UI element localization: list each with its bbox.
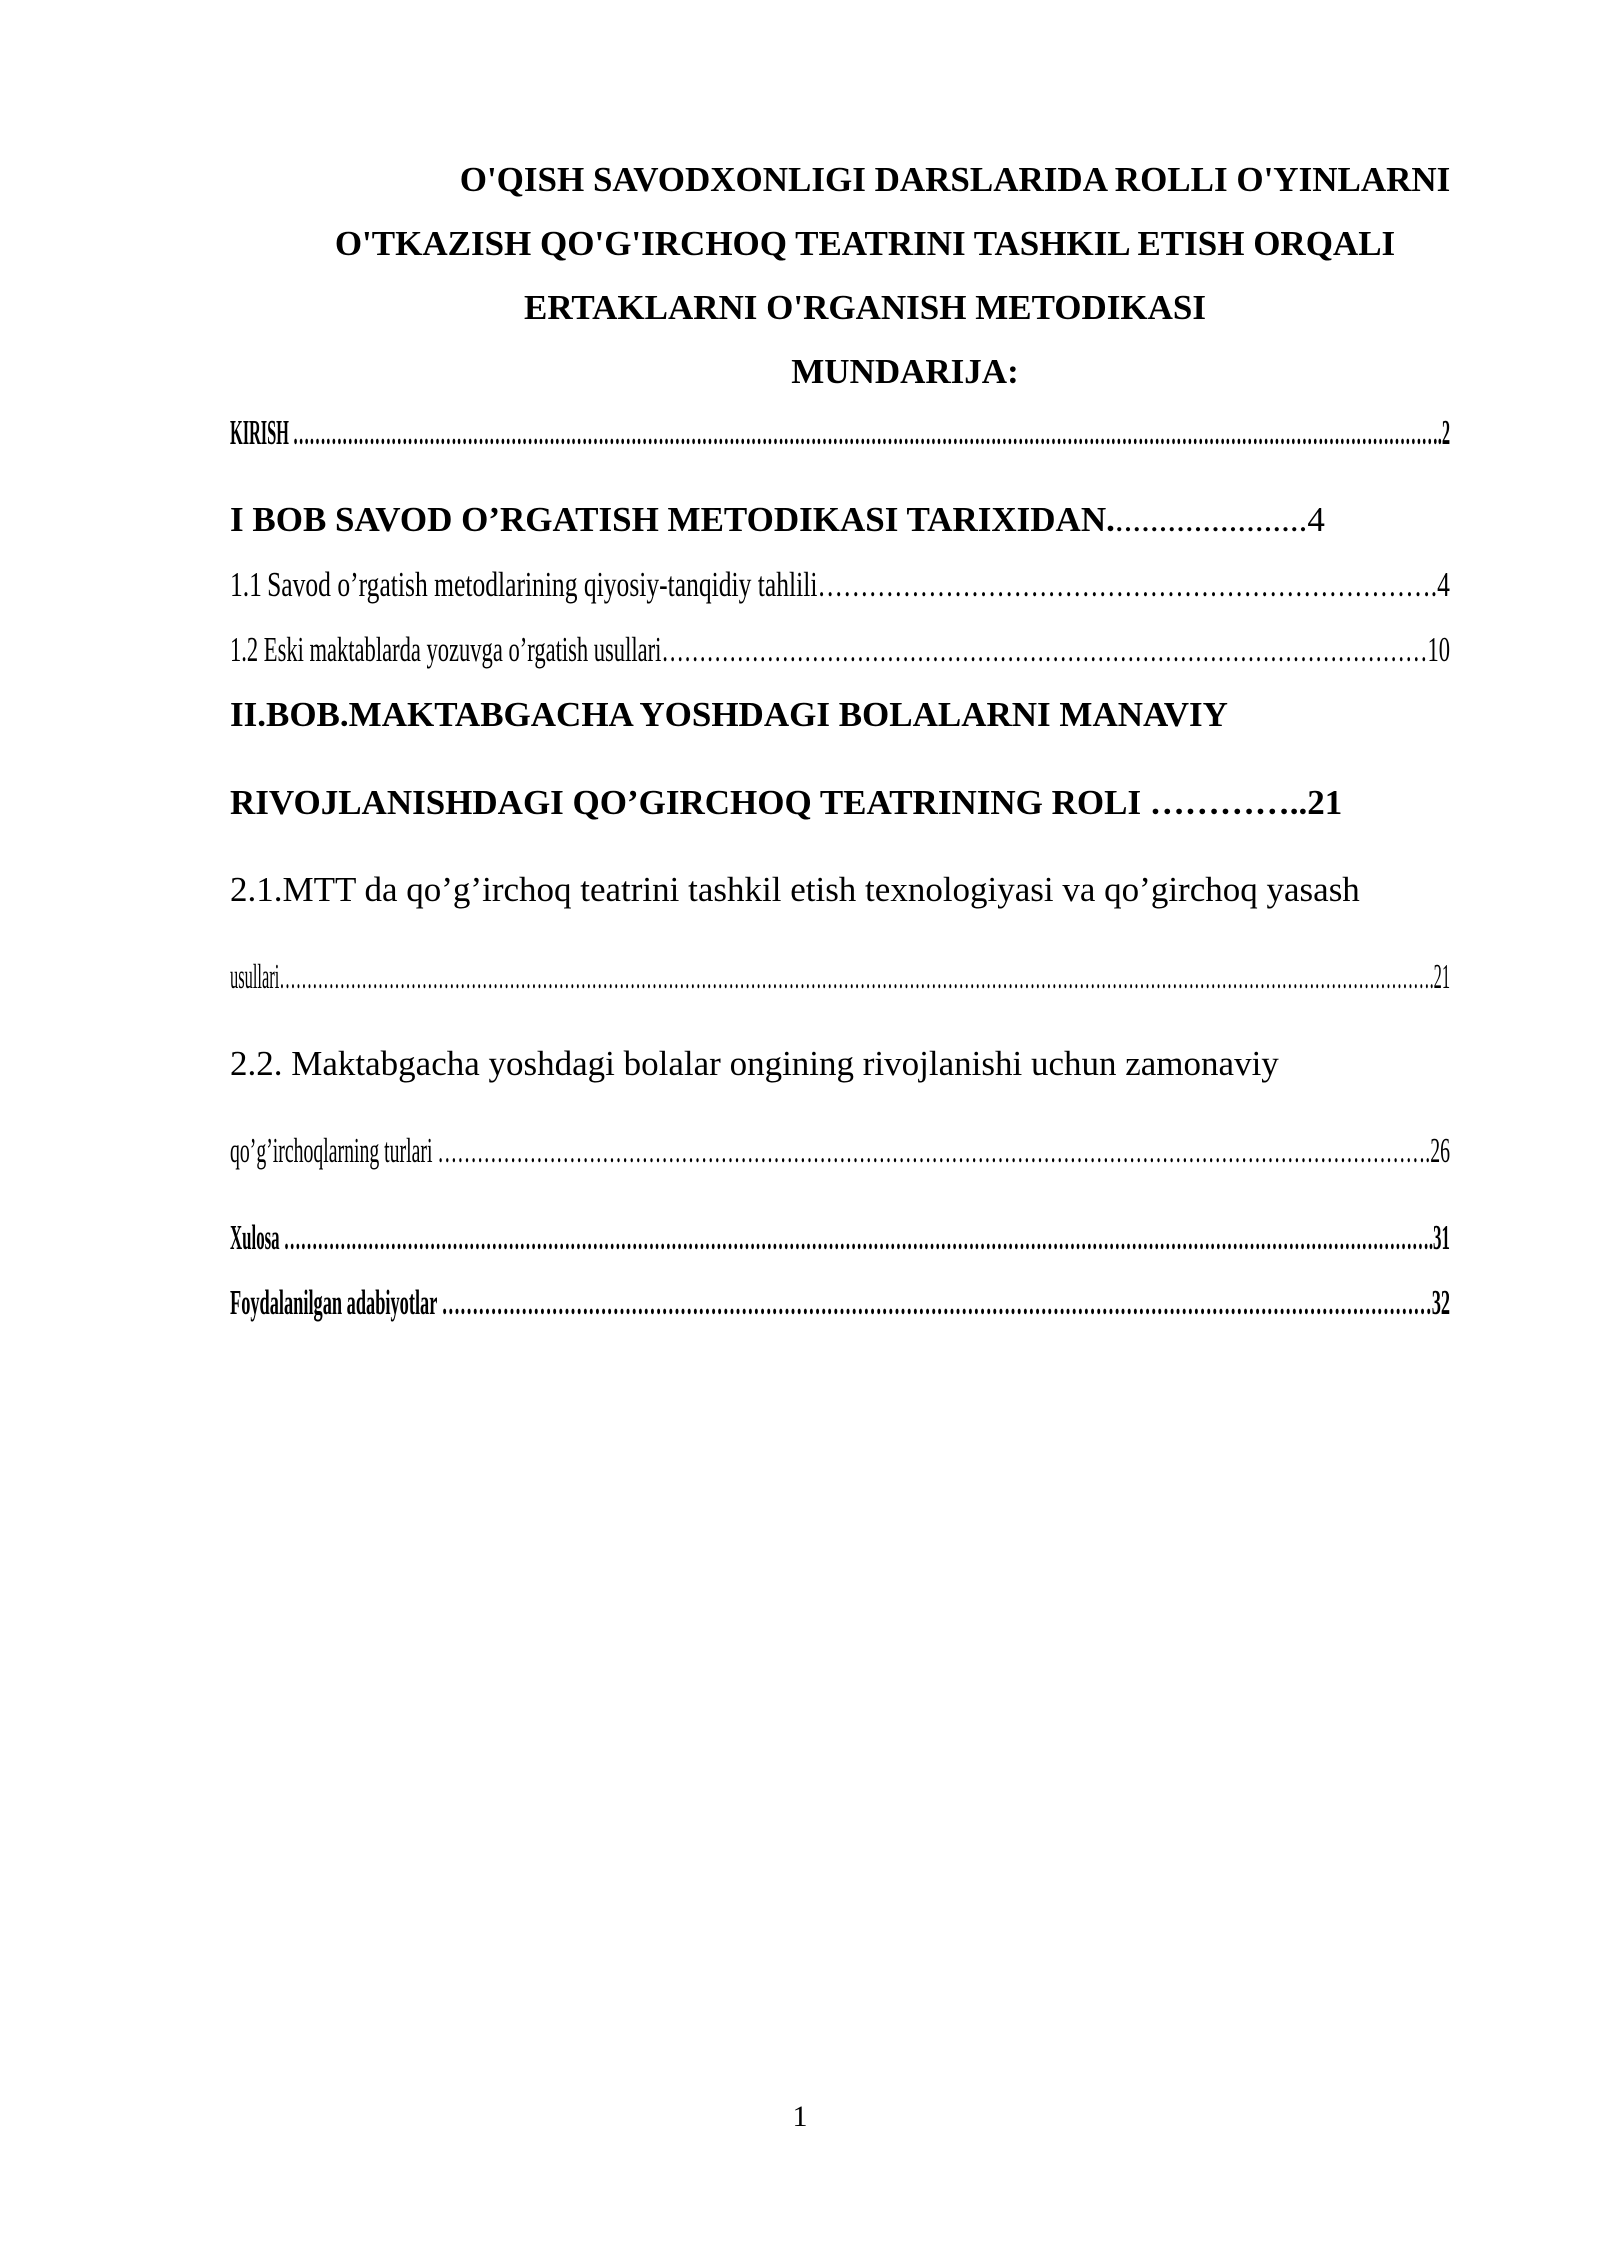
contents-heading: MUNDARIJA:: [791, 352, 1019, 391]
toc-entry-bob1: [230, 498, 1325, 542]
toc-entry-2-1-line-2: [230, 955, 1450, 999]
page-number: 1: [792, 2100, 808, 2133]
toc-entry-text: 1.2 Eski maktablarda yozuvga o’rgatish usullari…………………………………………………………………………………………10: [230, 630, 1451, 669]
toc-entry-leader: ......................4: [1114, 500, 1325, 539]
toc-entry-text: 2.2. Maktabgacha yoshdagi bolalar ongining rivojlanishi uchun zamonaviy: [230, 1044, 1279, 1083]
toc-entry-text: Xulosa …………………………………………………………………………………………………………………………………………………………………………………….31: [230, 1218, 1450, 1257]
toc-entry-2-2-line-2: [230, 1129, 1450, 1173]
title-line-1: O'QISH SAVODXONLIGI DARSLARIDA ROLLI O'YINLARNI: [459, 160, 1451, 199]
toc-entry-text: usullari………………………………………………………………………………………………………………………………………………………………………………………….21: [230, 957, 1451, 996]
toc-entry-bob2-line-2: [230, 781, 1342, 825]
toc-entry-text: II.BOB.MAKTABGACHA YOSHDAGI BOLALARNI MANAVIY: [230, 695, 1228, 734]
toc-entry-1-2: [230, 628, 1450, 672]
toc-entry-text: qo’g’irchoqlarning turlari …………………………………………………………………………………………………………………………………….26: [230, 1131, 1450, 1170]
toc-entry-kirish: [230, 411, 1450, 455]
toc-entry-2-2-line-1: [230, 1042, 1279, 1086]
toc-entry-1-1: [230, 563, 1450, 607]
toc-entry-text: Foydalanilgan adabiyotlar ………………………………………………………………………………………………………………………………………………32: [230, 1283, 1451, 1322]
toc-entry-text: RIVOJLANISHDAGI QO’GIRCHOQ TEATRINING ROLI …………..21: [230, 783, 1343, 822]
toc-entry-adabiyotlar: [230, 1281, 1450, 1325]
toc-entry-xulosa: [230, 1216, 1450, 1260]
toc-entry-bob2-line-1: [230, 693, 1228, 737]
toc-entry-text: 1.1 Savod o’rgatish metodlarining qiyosiy-tanqidiy tahlili……………………………………………………………….4: [230, 565, 1450, 604]
toc-entry-text: 2.1.MTT da qo’g’irchoq teatrini tashkil etish texnologiyasi va qo’girchoq yasash: [230, 870, 1360, 909]
title-line-3: ERTAKLARNI O'RGANISH METODIKASI: [523, 288, 1207, 327]
toc-entry-title: I BOB SAVOD O’RGATISH METODIKASI TARIXIDAN.: [230, 500, 1115, 539]
document-title: [230, 148, 1500, 404]
toc-entry-text: KIRISH ………………………………………………………………………………………………………………………………………………………………………………………….2: [230, 413, 1450, 452]
title-line-2: O'TKAZISH QO'G'IRCHOQ TEATRINI TASHKIL ETISH ORQALI: [334, 224, 1396, 263]
toc-entry-2-1-line-1: [230, 868, 1360, 912]
